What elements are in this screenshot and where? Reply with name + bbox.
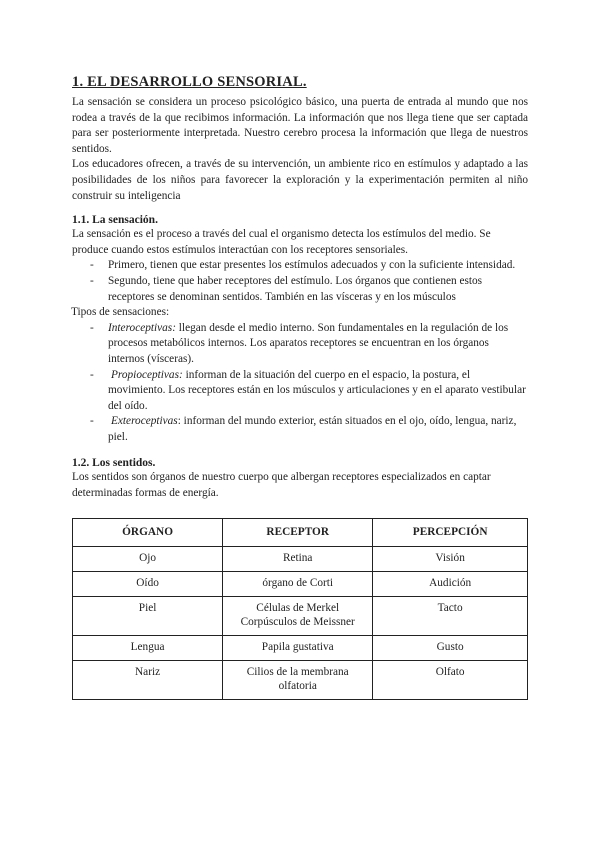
table-row bbox=[73, 635, 528, 660]
cell-organo: Oído bbox=[73, 571, 223, 596]
header-percepcion: PERCEPCIÓN bbox=[373, 518, 528, 546]
sensation-types-list bbox=[72, 321, 528, 446]
cell-percepcion: Tacto bbox=[373, 596, 528, 635]
type-name: Exteroceptivas bbox=[111, 415, 178, 428]
cell-percepcion: Gusto bbox=[373, 635, 528, 660]
document-page bbox=[72, 74, 528, 700]
sensacion-paragraph: La sensación es el proceso a través del cual el organismo detecta los estímulos del medio. Se produce cuando estos estímulos interactúan con los receptores sensoriales. bbox=[72, 228, 491, 256]
intro-paragraph-2: Los educadores ofrecen, a través de su intervención, un ambiente rico en estímulos y adaptado a las posibilidades de los niños para favorecer la exploración y la experimentación permiten al niño construir su inteligencia bbox=[72, 158, 528, 202]
cell-receptor: órgano de Corti bbox=[223, 571, 373, 596]
type-desc: llegan desde el medio interno. Son fundamentales en la regulación de los procesos metabólicos internos. Los aparatos receptores se encuentran en los órganos internos (vísceras). bbox=[108, 321, 509, 365]
cell-receptor: Retina bbox=[223, 546, 373, 571]
types-label: Tipos de sensaciones: bbox=[71, 306, 170, 319]
table-row bbox=[73, 546, 528, 571]
list-item bbox=[108, 368, 528, 415]
type-desc: : informan del mundo exterior, están situados en el ojo, oído, lengua, nariz, piel. bbox=[108, 415, 517, 443]
cell-organo: Piel bbox=[73, 596, 223, 635]
list-item: - Segundo, tiene que haber receptores del estímulo. Los órganos que contienen estos receptores se denominan sentidos. También en las vísceras y en los músculos bbox=[108, 274, 528, 305]
header-receptor: RECEPTOR bbox=[223, 518, 373, 546]
cell-receptor: Células de Merkel Corpúsculos de Meissner bbox=[223, 596, 373, 635]
cell-organo: Lengua bbox=[73, 635, 223, 660]
requirements-list bbox=[72, 258, 528, 305]
senses-table bbox=[72, 518, 528, 700]
type-name: Propioceptivas: bbox=[111, 368, 183, 381]
table-row bbox=[73, 660, 528, 699]
list-item bbox=[108, 321, 528, 368]
cell-percepcion: Visión bbox=[373, 546, 528, 571]
table-row bbox=[73, 571, 528, 596]
header-organo: ÓRGANO bbox=[73, 518, 223, 546]
intro-paragraph-1: La sensación se considera un proceso psicológico básico, una puerta de entrada al mundo que nos rodea a través de la que recibimos información. La información que nos llega tiene que ser captada para ser posteriormente interpretada. Nuestro cerebro procesa la información que llega de nuestros sentidos. bbox=[72, 96, 528, 155]
cell-percepcion: Audición bbox=[373, 571, 528, 596]
table-header-row bbox=[73, 518, 528, 546]
list-item: - Primero, tienen que estar presentes los estímulos adecuados y con la suficiente intensidad. bbox=[108, 258, 528, 274]
type-name: Interoceptivas: bbox=[108, 321, 176, 334]
list-item bbox=[108, 414, 528, 445]
table-row bbox=[73, 596, 528, 635]
type-desc: informan de la situación del cuerpo en el espacio, la postura, el movimiento. Los receptores están en los músculos y articulaciones y en el aparato vestibular del oído. bbox=[108, 368, 526, 412]
section-heading-sentidos: 1.2. Los sentidos. bbox=[72, 457, 156, 470]
sentidos-paragraph: Los sentidos son órganos de nuestro cuerpo que albergan receptores especializados en captar determinadas formas de energía. bbox=[72, 471, 491, 500]
section-heading-sensacion: 1.1. La sensación. bbox=[72, 214, 158, 227]
cell-percepcion: Olfato bbox=[373, 660, 528, 699]
cell-receptor: Papila gustativa bbox=[223, 635, 373, 660]
page-title: 1. EL DESARROLLO SENSORIAL. bbox=[72, 74, 307, 90]
cell-organo: Ojo bbox=[73, 546, 223, 571]
cell-receptor: Cilios de la membrana olfatoria bbox=[223, 660, 373, 699]
cell-organo: Nariz bbox=[73, 660, 223, 699]
